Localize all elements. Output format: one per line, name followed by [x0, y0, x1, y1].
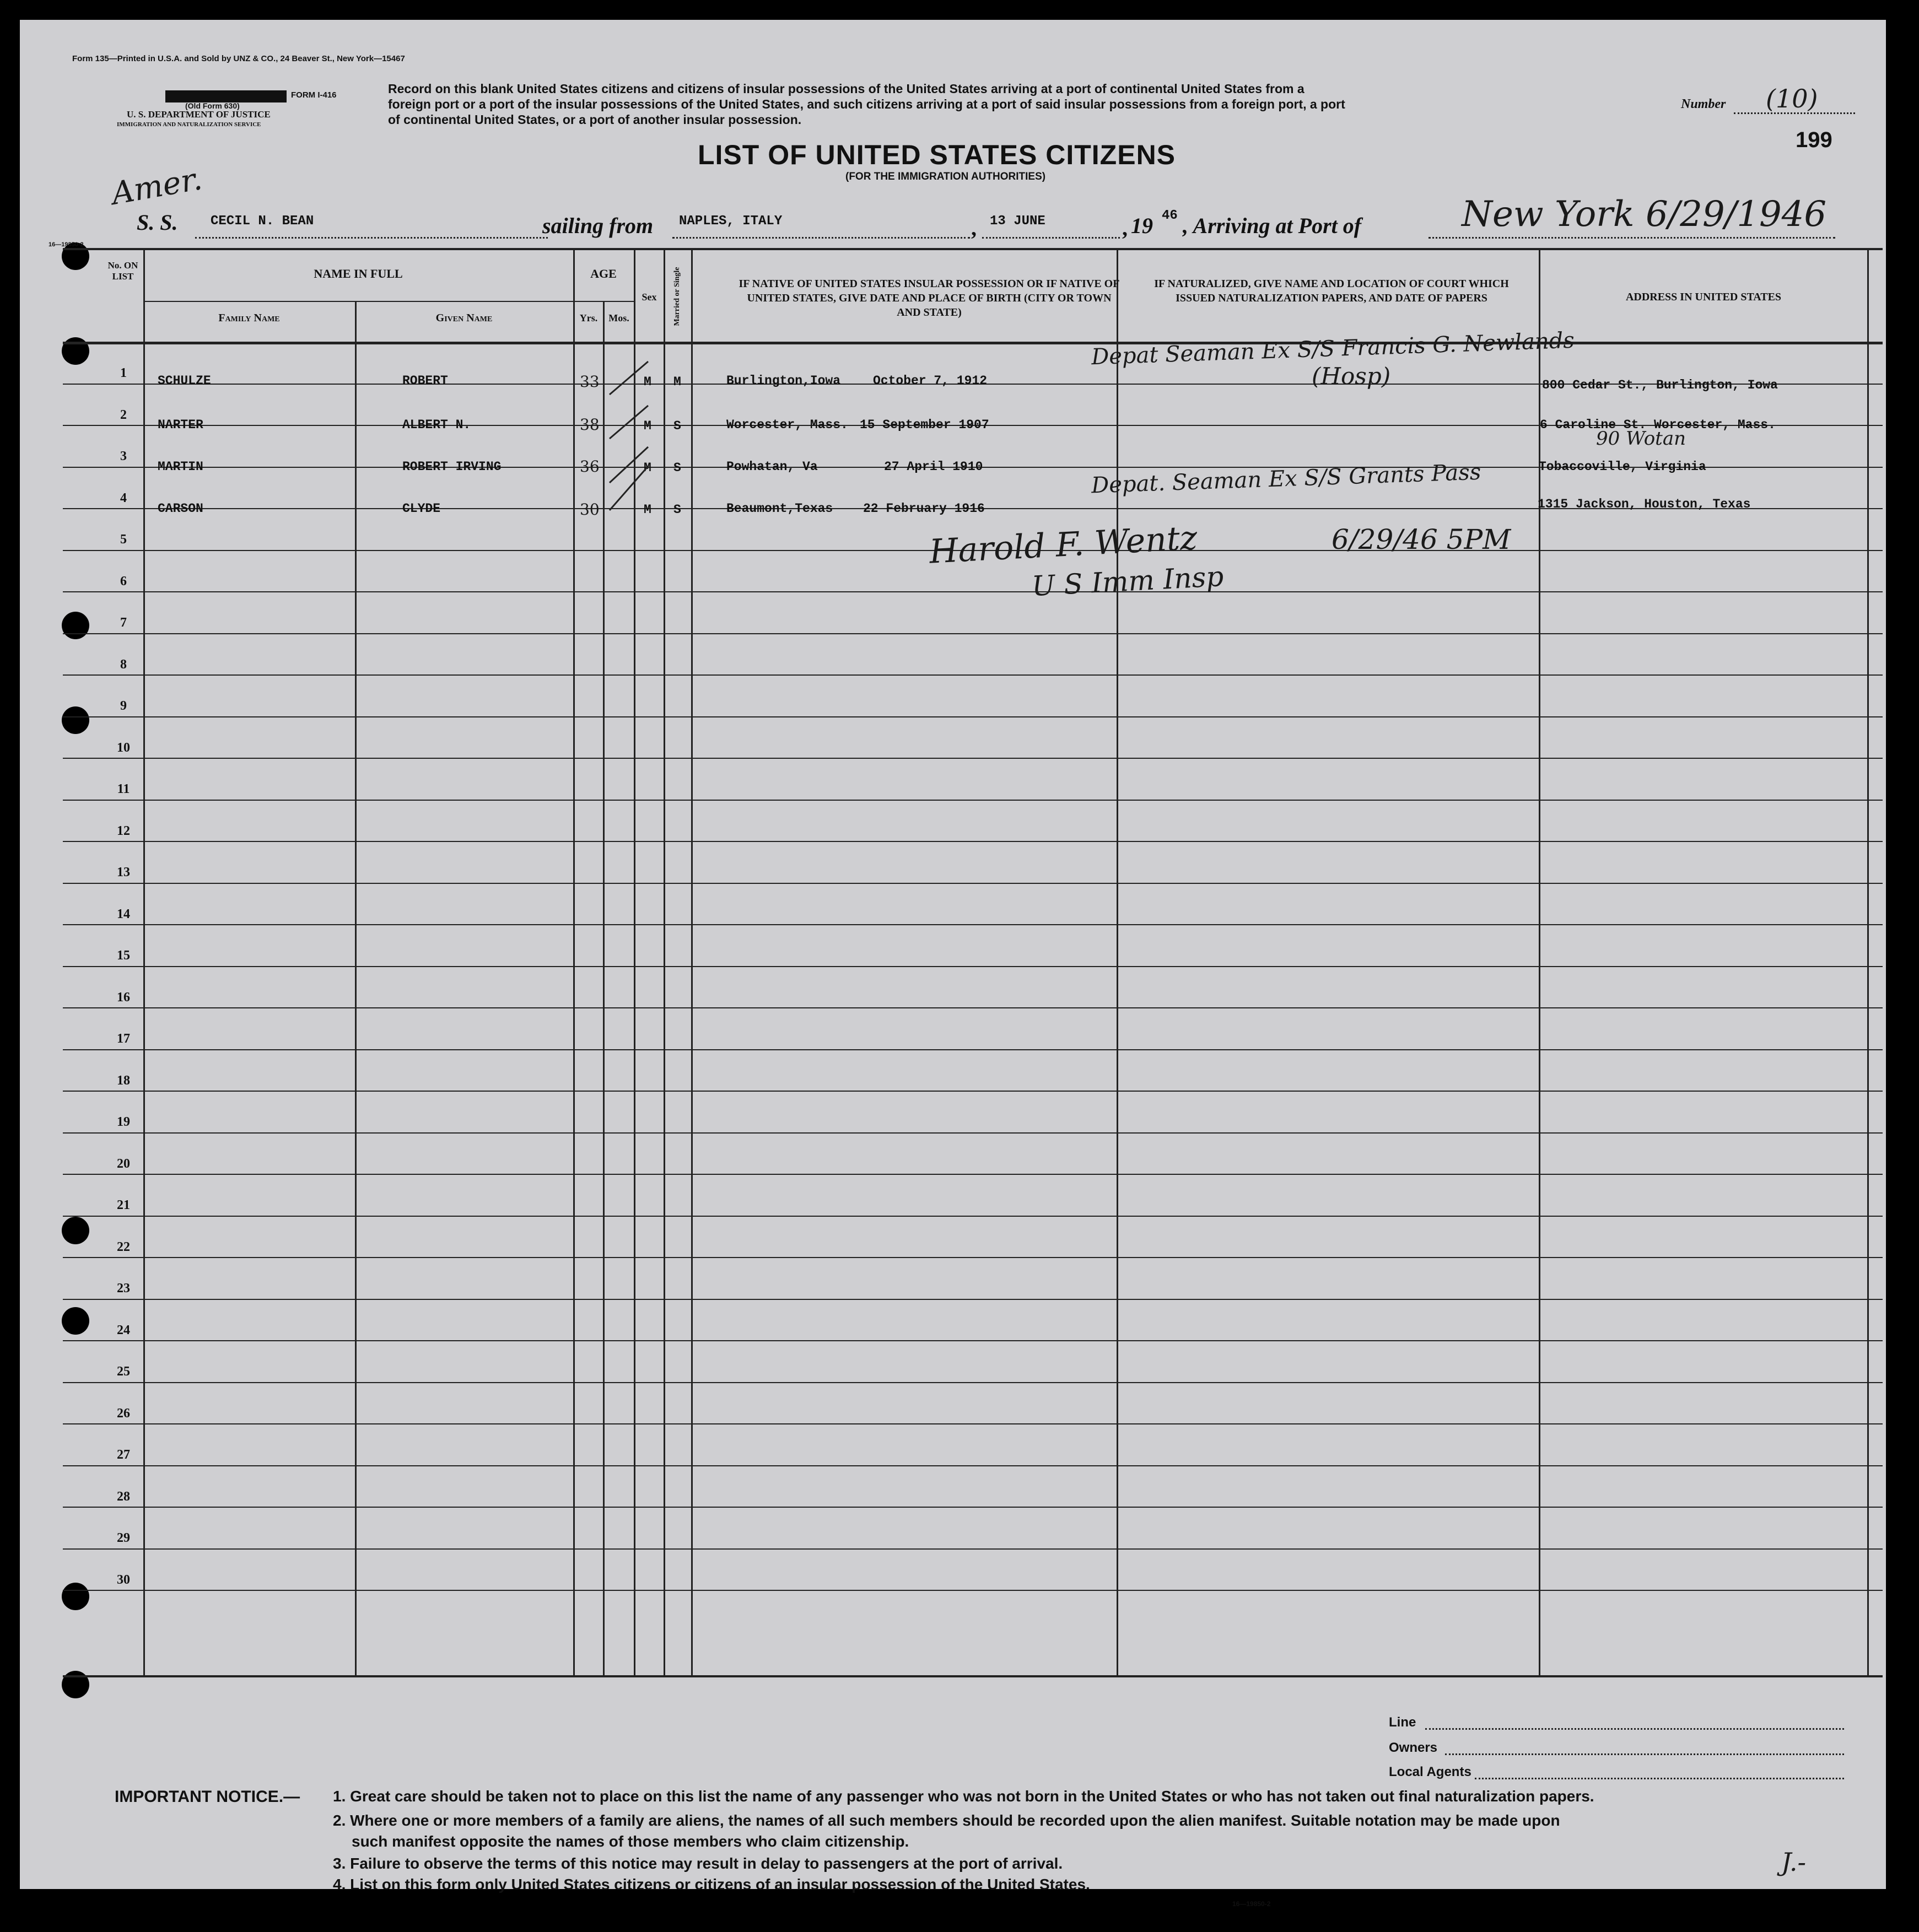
row-number: 1 [120, 366, 127, 380]
row-2-family: NARTER [158, 418, 203, 432]
header-naturalized: IF NATURALIZED, GIVE NAME AND LOCATION OF COURT WHICH ISSUED NATURALIZATION PAPERS, AND DATE OF PAPERS [1154, 278, 1509, 304]
row-line [63, 1340, 1883, 1341]
row-line [63, 1507, 1883, 1508]
redaction-bar [165, 90, 287, 102]
owners-underline [1445, 1753, 1844, 1755]
row-number: 23 [117, 1281, 130, 1296]
row-2-sex: M [644, 419, 651, 433]
row-line [63, 1548, 1883, 1550]
row-line [63, 800, 1883, 801]
row-line [63, 633, 1883, 634]
punch-hole [62, 1307, 89, 1335]
row-4-given: CLYDE [402, 501, 441, 516]
page-number: 199 [1796, 128, 1832, 152]
row-line [63, 1299, 1883, 1300]
row-line [63, 1091, 1883, 1092]
footer-code: 16—19850-2 [1232, 1900, 1271, 1908]
row-3-birth-date: 27 April 1910 [884, 460, 983, 474]
header-name-in-full: NAME IN FULL [314, 267, 403, 280]
row-line [63, 1174, 1883, 1175]
row-line [63, 1590, 1883, 1591]
notice-4: 4. List on this form only United States citizens or citizens of an insular possession of the United States. [333, 1876, 1090, 1893]
instructions-line-2: foreign port or a port of the insular possessions of the United States, and such citizens arriving at a port of said insular possessions from a foreign port, a port [388, 97, 1345, 111]
form-subtitle: (FOR THE IMMIGRATION AUTHORITIES) [845, 171, 1046, 182]
manifest-page [20, 20, 1886, 1908]
row-line [63, 1049, 1883, 1050]
ship-name: CECIL N. BEAN [211, 214, 314, 229]
row-number: 30 [117, 1573, 130, 1587]
col-line [355, 301, 357, 1675]
row-line [63, 591, 1883, 592]
col-line [143, 248, 145, 1675]
row-1-sex: M [644, 375, 651, 389]
row-line [63, 674, 1883, 676]
row-number: 21 [117, 1198, 130, 1212]
row-number: 18 [117, 1073, 130, 1088]
instructions-line-1: Record on this blank United States citizens and citizens of insular possessions of the United States arriving at a port of continental United States from a [388, 82, 1305, 96]
row-4-family: CARSON [158, 501, 203, 516]
service-label: IMMIGRATION AND NATURALIZATION SERVICE [117, 121, 261, 128]
header-given-name: Given Name [435, 312, 493, 324]
form-number: FORM I-416 [291, 90, 337, 100]
row-2-address: 6 Caroline St. Worcester, Mass. [1540, 418, 1776, 432]
row-1-birth-place: Burlington,Iowa [726, 374, 841, 388]
col-line [1867, 248, 1869, 1675]
ss-label: S. S. [137, 210, 178, 235]
row-4-status: S [673, 503, 681, 517]
row-4-sex: M [644, 503, 651, 517]
row-number: 5 [120, 532, 127, 547]
bottom-handwritten-mark: J.- [1781, 1847, 1807, 1877]
header-birth: IF NATIVE OF UNITED STATES INSULAR POSSESSION OR IF NATIVE OF UNITED STATES, GIVE DATE AND PLACE OF BIRTH (CITY OR TOWN AND STATE) [739, 278, 1120, 319]
row-number: 12 [117, 824, 130, 838]
table-bottom-line [63, 1675, 1883, 1677]
row-1-status: M [673, 375, 681, 389]
row-3-sex: M [644, 461, 651, 475]
port-underline [672, 237, 970, 239]
row-line [63, 1423, 1883, 1424]
row-number: 7 [120, 616, 127, 630]
row-line [63, 1465, 1883, 1466]
agents-underline [1475, 1778, 1844, 1779]
year-suffix: 46 [1162, 208, 1178, 223]
notice-3: 3. Failure to observe the terms of this notice may result in delay to passengers at the port of arrival. [333, 1855, 1063, 1872]
inspector-signature: Harold F. Wentz [928, 519, 1199, 571]
sailing-label: sailing from [542, 213, 654, 238]
row-1-address: 800 Cedar St., Burlington, Iowa [1542, 378, 1778, 392]
row-number: 20 [117, 1157, 130, 1171]
row-3-yrs: 36 [580, 457, 600, 476]
owners-label: Owners [1389, 1740, 1438, 1755]
row-number: 27 [117, 1448, 130, 1462]
header-sex: Sex [642, 292, 657, 303]
comma-2: , [1122, 215, 1128, 240]
line-label: Line [1389, 1715, 1416, 1730]
row-4-yrs: 30 [580, 500, 600, 519]
row-number: 24 [117, 1323, 130, 1337]
punch-hole [62, 612, 89, 639]
punch-hole [62, 1217, 89, 1244]
table-top-line [63, 248, 1883, 250]
row-3-birth-place: Powhatan, Va [726, 460, 818, 474]
number-value: (10) [1766, 84, 1818, 114]
row-4-handwritten-note: Depat. Seaman Ex S/S Grants Pass [1091, 459, 1481, 499]
row-2-birth-date: 15 September 1907 [860, 418, 989, 432]
row-number: 16 [117, 990, 130, 1005]
row-3-address: Tobaccoville, Virginia [1539, 460, 1706, 474]
inspector-title: U S Imm Insp [1031, 560, 1225, 603]
row-2-given: ALBERT N. [402, 418, 471, 432]
row-3-given: ROBERT IRVING [402, 460, 502, 474]
row-2-birth-place: Worcester, Mass. [726, 418, 848, 432]
row-number: 3 [120, 449, 127, 463]
row-number: 8 [120, 657, 127, 672]
row-line [63, 924, 1883, 925]
row-number: 10 [117, 741, 130, 755]
row-number: 25 [117, 1364, 130, 1379]
row-number: 17 [117, 1032, 130, 1046]
margin-note: Amer. [109, 161, 205, 212]
row-1-birth-date: October 7, 1912 [873, 374, 988, 388]
row-number: 15 [117, 948, 130, 963]
col-line [1117, 248, 1118, 1675]
row-number: 13 [117, 865, 130, 879]
row-2-yrs: 38 [580, 415, 600, 434]
department-label: U. S. DEPARTMENT OF JUSTICE [127, 109, 271, 120]
notice-1: 1. Great care should be taken not to place on this list the name of any passenger who was not born in the United States or who has not taken out final naturalization papers. [333, 1788, 1594, 1805]
ditto-strokes [604, 350, 714, 516]
header-no-on-list: No. ON LIST [107, 260, 138, 282]
row-line [63, 1257, 1883, 1258]
row-number: 2 [120, 408, 127, 422]
row-line [63, 1007, 1883, 1008]
row-number: 9 [120, 699, 127, 713]
header-address: ADDRESS IN UNITED STATES [1625, 291, 1782, 303]
row-line [63, 1216, 1883, 1217]
row-number: 14 [117, 907, 130, 921]
row-line [63, 841, 1883, 842]
name-subheader-line [143, 301, 573, 302]
row-line [63, 758, 1883, 759]
sail-date: 13 JUNE [990, 214, 1045, 229]
old-form-label: (Old Form 630) [185, 101, 240, 110]
instructions-line-3: of continental United States, or a port of another insular possession. [388, 112, 802, 127]
punch-hole [62, 1583, 89, 1610]
row-number: 29 [117, 1531, 130, 1545]
col-line [573, 248, 575, 1675]
header-mos: Mos. [608, 312, 629, 323]
row-line [63, 1382, 1883, 1383]
row-number: 4 [120, 491, 127, 505]
row-3-family: MARTIN [158, 460, 203, 474]
row-1-yrs: 33 [580, 373, 600, 391]
side-code: 16—19850-2 [48, 241, 84, 248]
header-married-single: Married or Single [673, 267, 681, 326]
notice-2: 2. Where one or more members of a family are aliens, the names of all such members should be recorded upon the alien manifest. Suitable notation may be made upon [333, 1812, 1560, 1829]
row-number: 19 [117, 1115, 130, 1129]
date-underline [982, 237, 1120, 239]
notice-2-continued: such manifest opposite the names of those members who claim citizenship. [352, 1833, 909, 1850]
ship-underline [195, 237, 548, 239]
inspector-signature-date: 6/29/46 5PM [1332, 524, 1511, 555]
row-number: 6 [120, 574, 127, 589]
row-3-status: S [673, 461, 681, 475]
header-yrs: Yrs. [579, 312, 598, 323]
arriving-label: , Arriving at Port of [1183, 213, 1362, 238]
comma-1: , [971, 215, 977, 240]
row-4-address: 1315 Jackson, Houston, Texas [1538, 497, 1751, 511]
arrival-underline [1429, 237, 1835, 239]
header-bottom-line [63, 342, 1883, 344]
row-4-birth-place: Beaumont,Texas [726, 501, 833, 516]
arrival-port: New York 6/29/1946 [1462, 194, 1827, 235]
header-age: AGE [590, 267, 617, 280]
row-1-given: ROBERT [402, 374, 448, 388]
row-line [63, 966, 1883, 967]
row-line [63, 883, 1883, 884]
row-number: 28 [117, 1490, 130, 1504]
header-family-name: Family Name [218, 312, 280, 324]
row-number: 26 [117, 1406, 130, 1421]
number-label: Number [1681, 97, 1726, 111]
row-number: 11 [117, 782, 130, 796]
row-line [63, 1132, 1883, 1134]
row-number: 22 [117, 1240, 130, 1254]
year-prefix: 19 [1131, 213, 1153, 238]
row-line [63, 716, 1883, 717]
form-title: LIST OF UNITED STATES CITIZENS [698, 139, 1176, 170]
row-1-handwritten-note-2: (Hosp) [1312, 363, 1391, 390]
printer-line: Form 135—Printed in U.S.A. and Sold by UNZ & CO., 24 Beaver St., New York—15467 [72, 54, 405, 63]
agents-label: Local Agents [1389, 1764, 1471, 1779]
punch-hole [62, 706, 89, 734]
row-2-status: S [673, 419, 681, 433]
row-1-handwritten-note: Depat Seaman Ex S/S Francis G. Newlands [1091, 327, 1575, 370]
row-3-address-note: 90 Wotan [1596, 428, 1686, 450]
line-underline [1425, 1728, 1844, 1730]
row-1-family: SCHULZE [158, 374, 211, 388]
row-4-birth-date: 22 February 1916 [863, 501, 985, 516]
from-port: NAPLES, ITALY [679, 214, 783, 229]
notice-title: IMPORTANT NOTICE.— [115, 1788, 300, 1806]
